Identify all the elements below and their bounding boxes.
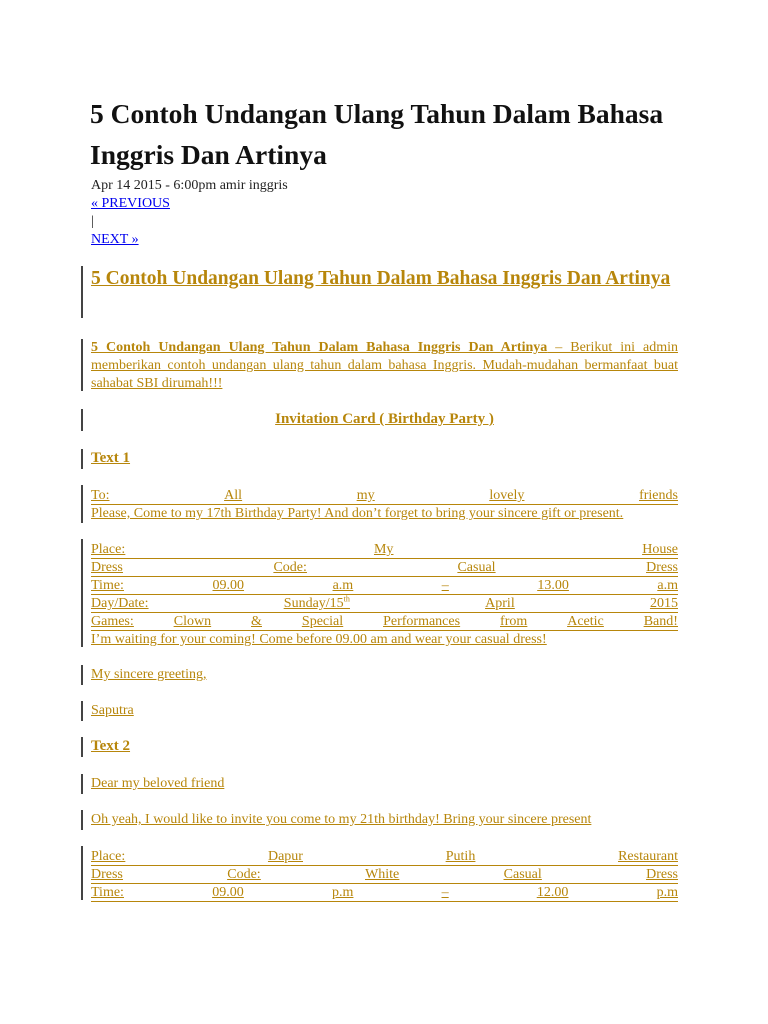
intro-paragraph xyxy=(91,339,678,393)
post-meta: Apr 14 2015 - 6:00pm amir inggris xyxy=(91,178,288,193)
article-heading: 5 Contoh Undangan Ulang Tahun Dalam Bahasa Inggris Dan Artinya xyxy=(91,268,671,289)
quote-bar xyxy=(81,449,83,469)
text1-label: Text 1 xyxy=(91,450,131,466)
quote-bar xyxy=(81,846,83,900)
text2-details xyxy=(91,848,678,902)
to-line: To: All my lovely friends xyxy=(91,488,678,503)
quote-bar xyxy=(81,737,83,757)
games-line: Games: Clown & Special Performances from Acetic Band! xyxy=(91,614,678,629)
date-line: Day/Date: Sunday/15th April 2015 xyxy=(91,594,678,611)
text2-label: Text 2 xyxy=(91,738,131,754)
dear-line: Dear my beloved friend xyxy=(91,776,225,791)
dress-line: Dress Code: Casual Dress xyxy=(91,560,678,575)
card-title: Invitation Card ( Birthday Party ) xyxy=(275,411,494,427)
intro-text: – Berikut ini admin memberikan contoh undangan ulang tahun dalam bahasa Inggris. Mudah-mudahan bermanfaat buat sahabat SBI dirumah!!! xyxy=(91,340,678,391)
previous-link[interactable]: « PREVIOUS xyxy=(91,196,170,211)
page-title: 5 Contoh Undangan Ulang Tahun Dalam Bahasa Inggris Dan Artinya xyxy=(90,98,664,170)
time-line: Time: 09.00 a.m – 13.00 a.m xyxy=(91,578,678,593)
quote-bar xyxy=(81,485,83,523)
waiting-line: I’m waiting for your coming! Come before 09.00 am and wear your casual dress! xyxy=(91,632,547,647)
invite-line: Oh yeah, I would like to invite you come to my 21th birthday! Bring your sincere present xyxy=(91,812,592,827)
place-line: Place: Dapur Putih Restaurant xyxy=(91,849,678,864)
place-line: Place: My House xyxy=(91,542,678,557)
dress-line: Dress Code: White Casual Dress xyxy=(91,867,678,882)
quote-bar xyxy=(81,409,83,431)
text1-details xyxy=(91,541,678,649)
time-line: Time: 09.00 p.m – 12.00 p.m xyxy=(91,885,678,900)
quote-bar xyxy=(81,266,83,318)
quote-bar xyxy=(81,665,83,685)
text1-to-block xyxy=(91,487,678,523)
please-line: Please, Come to my 17th Birthday Party! And don’t forget to bring your sincere gift or present. xyxy=(91,506,624,521)
quote-bar xyxy=(81,701,83,721)
intro-bold: 5 Contoh Undangan Ulang Tahun Dalam Bahasa Inggris Dan Artinya xyxy=(91,340,548,355)
sender-name: Saputra xyxy=(91,703,134,718)
quote-bar xyxy=(81,339,83,391)
greeting-text: My sincere greeting, xyxy=(91,667,207,682)
next-link[interactable]: NEXT » xyxy=(91,232,139,247)
quote-bar xyxy=(81,810,83,830)
nav-separator: | xyxy=(91,214,94,229)
quote-bar xyxy=(81,774,83,794)
quote-bar xyxy=(81,539,83,647)
